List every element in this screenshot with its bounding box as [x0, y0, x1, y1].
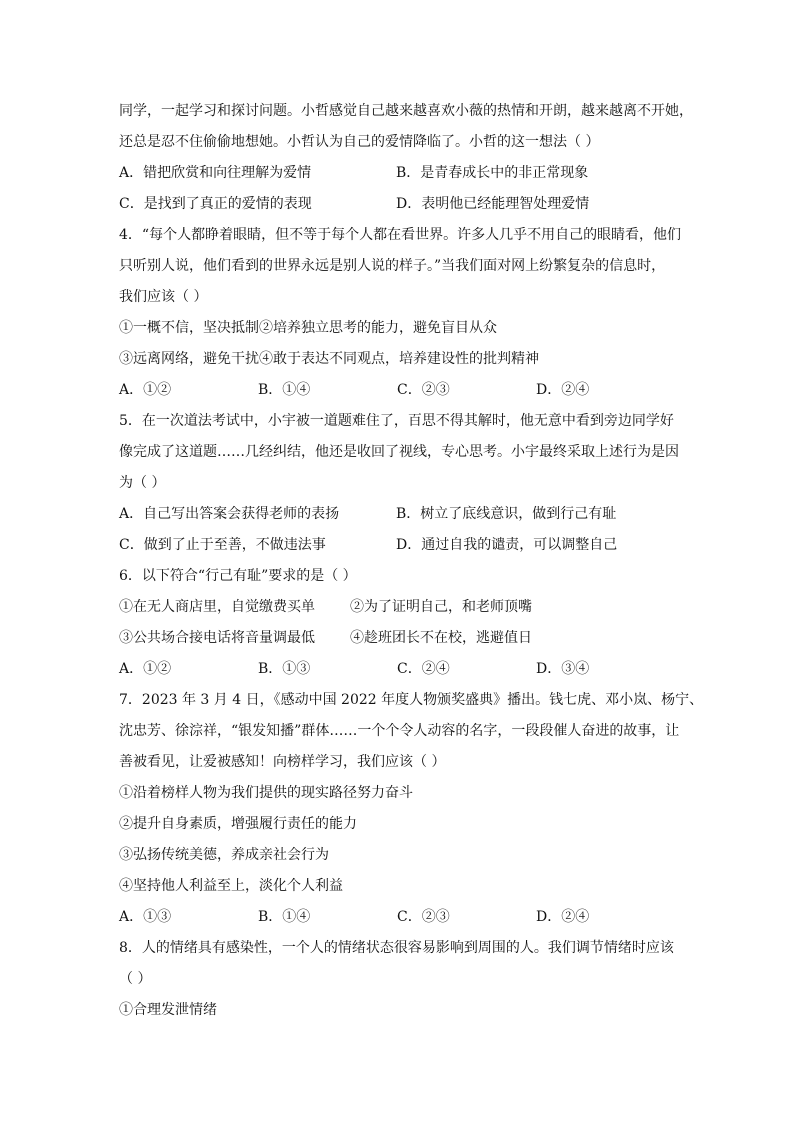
option-b: B．①④ [258, 382, 311, 398]
question-6-statement-3: ③公共场合接电话将音量调最低 [119, 630, 315, 646]
question-7-options [119, 902, 689, 933]
question-4-stem-line-1: 4．“每个人都睁着眼睛，但不等于每个人都在看世界。许多人几乎不用自己的眼睛看，他们 [119, 227, 682, 243]
question-4-options [119, 375, 689, 406]
option-d: D．③④ [536, 661, 590, 677]
option-d: D．②④ [536, 382, 590, 398]
option-d: D．表明他已经能理智处理爱情 [396, 196, 590, 212]
question-5-options-row-2 [119, 530, 689, 561]
question-7-statement-4: ④坚持他人利益至上，淡化个人利益 [119, 878, 343, 894]
question-5-stem-line-3: 为（ ） [119, 475, 166, 491]
option-b: B．①③ [258, 661, 311, 677]
question-7-statement-2: ②提升自身素质，增强履行责任的能力 [119, 816, 357, 832]
question-7-stem-line-3: 善被看见，让爱被感知！向榜样学习，我们应该（ ） [119, 754, 446, 770]
question-7-stem-line-2: 沈忠芳、徐淙祥，“银发知播”群体……一个个令人动容的名字，一段段催人奋进的故事，让 [119, 723, 680, 739]
option-a: A．①③ [119, 909, 172, 925]
option-b: B．①④ [258, 909, 311, 925]
option-a: A．错把欣赏和向往理解为爱情 [119, 165, 312, 181]
question-8-stem-line-1: 8．人的情绪具有感染性，一个人的情绪状态很容易影响到周围的人。我们调节情绪时应该 [119, 940, 674, 956]
option-c: C．是找到了真正的爱情的表现 [119, 196, 312, 212]
question-6-options [119, 654, 689, 685]
exam-content [119, 96, 704, 1026]
question-6-stem: 6．以下符合“行己有耻”要求的是（ ） [119, 568, 357, 584]
option-a: A．自己写出答案会获得老师的表扬 [119, 506, 340, 522]
question-7-statement-3: ③弘扬传统美德，养成亲社会行为 [119, 847, 329, 863]
question-5-options-row-1 [119, 499, 689, 530]
question-6-statements-row-2 [119, 623, 689, 654]
question-6-statement-1: ①在无人商店里，自觉缴费买单 [119, 599, 315, 615]
question-7-stem-line-1: 7．2023 年 3 月 4 日，《感动中国 2022 年度人物颁奖盛典》播出。钱七虎、邓小岚、杨宁、 [119, 692, 704, 708]
option-b: B．是青春成长中的非正常现象 [396, 165, 589, 181]
question-3-stem-line-1: 同学，一起学习和探讨问题。小哲感觉自己越来越喜欢小薇的热情和开朗，越来越离不开她， [119, 103, 693, 119]
question-7-statement-1: ①沿着榜样人物为我们提供的现实路径努力奋斗 [119, 785, 413, 801]
question-5-stem-line-1: 5．在一次道法考试中，小宇被一道题难住了，百思不得其解时，他无意中看到旁边同学好 [119, 413, 674, 429]
question-6-statements-row-1 [119, 592, 689, 623]
option-c: C．②③ [397, 909, 450, 925]
question-5-stem-line-2: 像完成了这道题……几经纠结，他还是收回了视线，专心思考。小宇最终采取上述行为是因 [119, 444, 679, 460]
option-b: B．树立了底线意识，做到行己有耻 [396, 506, 617, 522]
question-4-statement-2: ③远离网络，避免干扰④敢于表达不同观点，培养建设性的批判精神 [119, 351, 539, 367]
option-d: D．②④ [536, 909, 590, 925]
option-c: C．做到了止于至善，不做违法事 [119, 537, 326, 553]
question-3-options-row-2 [119, 189, 689, 220]
question-3-stem-line-2: 还总是忍不住偷偷地想她。小哲认为自己的爱情降临了。小哲的这一想法（ ） [119, 134, 600, 150]
question-8-stem-line-2: （ ） [119, 971, 152, 987]
option-a: A．①② [119, 661, 172, 677]
option-c: C．②④ [397, 661, 450, 677]
question-4-statement-1: ①一概不信，坚决抵制②培养独立思考的能力，避免盲目从众 [119, 320, 497, 336]
question-4-stem-line-3: 我们应该（ ） [119, 289, 208, 305]
question-4-stem-line-2: 只听别人说，他们看到的世界永远是别人说的样子。”当我们面对网上纷繁复杂的信息时， [119, 258, 666, 274]
option-c: C．②③ [397, 382, 450, 398]
option-a: A．①② [119, 382, 172, 398]
question-8-statement-1: ①合理发泄情绪 [119, 1002, 217, 1018]
question-6-statement-4: ④趁班团长不在校，逃避值日 [350, 630, 532, 646]
question-3-options-row-1 [119, 158, 689, 189]
option-d: D．通过自我的谴责，可以调整自己 [396, 537, 618, 553]
question-6-statement-2: ②为了证明自己，和老师顶嘴 [350, 599, 532, 615]
